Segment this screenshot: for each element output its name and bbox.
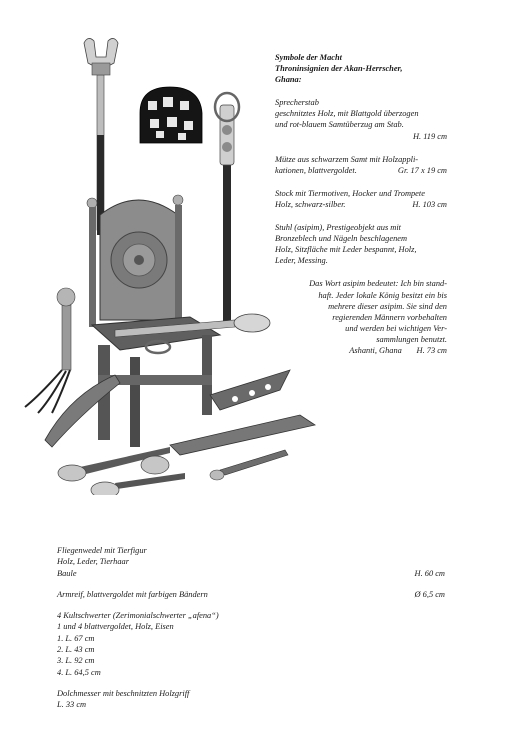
stuhl-entry — [275, 222, 447, 266]
dolchmesser-line-2: L. 33 cm — [57, 700, 87, 710]
sprecherstab-desc-2: und rot-blauem Samtüberzug am Stab. — [275, 120, 404, 130]
stock-line-2: Holz, schwarz-silber. — [275, 199, 346, 209]
muetze-line-2: kationen, blattvergoldet. — [275, 165, 357, 175]
fly-whisk — [25, 288, 75, 413]
armreif-entry — [57, 589, 445, 600]
quote-size: H. 73 cm — [416, 345, 447, 355]
stuhl-line-1: Stuhl (asipim), Prestigeobjekt aus mit — [275, 223, 401, 233]
stock-entry — [275, 188, 447, 210]
muetze-size: Gr. 17 x 19 cm — [397, 165, 447, 175]
ceremonial-swords — [45, 370, 315, 495]
kultschwerter-entry — [57, 610, 445, 678]
armreif-size: Ø 6,5 cm — [414, 589, 445, 599]
quote-line-2: haft. Jeder lokale König besitzt ein bis — [318, 290, 447, 300]
fliegenwedel-line-1: Fliegenwedel mit Tierfigur — [57, 546, 147, 555]
fliegenwedel-line-2: Holz, Leder, Tierhaar — [57, 557, 129, 567]
list-item: 2. L. 43 cm — [57, 645, 95, 655]
stuhl-line-3: Holz, Sitzfläche mit Leder bespannt, Holz, — [275, 245, 417, 255]
dagger — [210, 450, 288, 480]
muetze-entry — [275, 154, 447, 176]
list-item: 4. L. 64,5 cm — [57, 667, 101, 677]
velvet-cap — [140, 87, 202, 143]
quote-line-5: und werden bei wichtigen Ver- — [345, 323, 447, 333]
asipim-chair — [87, 195, 220, 447]
fliegenwedel-size: H. 60 cm — [414, 568, 445, 578]
caption-subtitle: Throninsignien der Akan-Herrscher, — [275, 64, 403, 74]
stock-size: H. 103 cm — [412, 199, 447, 209]
kultschwerter-line-1: 4 Kultschwerter (Zerimonialschwerter „afena“) — [57, 611, 219, 621]
caption-column — [275, 52, 447, 368]
kultschwerter-line-2: 1 und 4 blattvergoldet, Holz, Eisen — [57, 622, 174, 632]
animal-staff — [215, 93, 239, 325]
quote-line-1: Das Wort asipim bedeutet: Ich bin stand- — [309, 279, 447, 289]
stuhl-line-2: Bronzeblech und Nägeln beschlagenem — [275, 234, 408, 244]
sprecherstab-desc-1: geschnitztes Holz, mit Blattgold überzogen — [275, 109, 419, 119]
sprecherstab-entry — [275, 97, 447, 141]
sprecherstab-size: H. 119 cm — [412, 131, 447, 141]
caption-subtitle-country: Ghana: — [275, 75, 302, 85]
dolchmesser-entry — [57, 688, 445, 711]
fliegenwedel-entry — [57, 545, 445, 579]
fliegenwedel-line-3: Baule — [57, 568, 77, 578]
quote-origin: Ashanti, Ghana — [349, 345, 402, 355]
list-item: 1. L. 67 cm — [57, 633, 95, 643]
muetze-line-1: Mütze aus schwarzem Samt mit Holzappli- — [275, 154, 419, 164]
list-item: 3. L. 92 cm — [57, 656, 95, 666]
quote-line-4: regierenden Männern vorbehalten — [332, 312, 447, 322]
quote-line-6: sammlungen benutzt. — [376, 334, 447, 344]
object-list — [57, 545, 445, 721]
asipim-quote — [275, 278, 447, 356]
caption-title: Symbole der Macht — [275, 53, 342, 62]
stuhl-line-4: Leder, Messing. — [275, 256, 328, 266]
quote-line-3: mehrere dieser asipim. Sie sind den — [328, 301, 447, 311]
armreif-line-1: Armreif, blattvergoldet mit farbigen Bändern — [57, 589, 208, 599]
sprecherstab-name: Sprecherstab — [275, 98, 319, 108]
stock-line-1: Stock mit Tiermotiven, Hocker und Trompete — [275, 188, 425, 198]
dolchmesser-line-1: Dolchmesser mit beschnitzten Holzgriff — [57, 688, 190, 698]
